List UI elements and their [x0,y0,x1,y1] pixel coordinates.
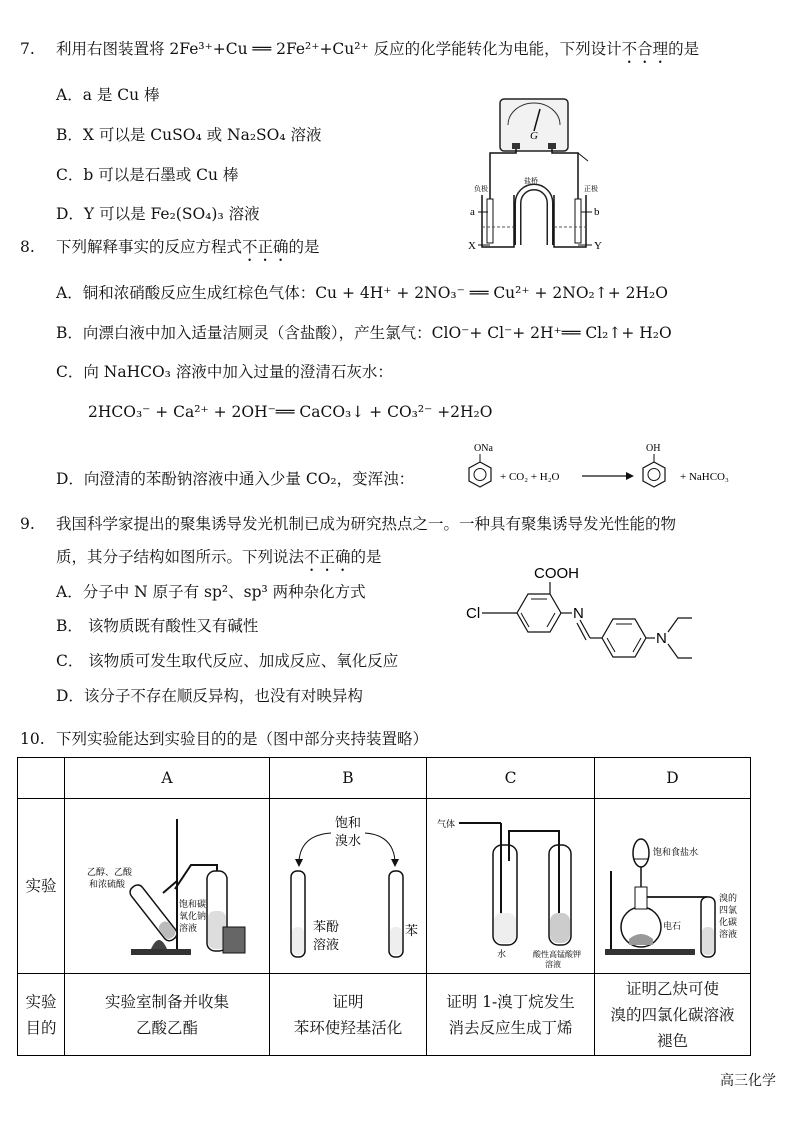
goal-cell-c [427,974,595,1056]
figure-cell-a [65,799,270,974]
q9-option-c: C． 该物质可发生取代反应、加成反应、氧化反应 [56,652,399,670]
gas-label: 气体 [436,820,455,830]
q9-number: 9. [20,515,35,533]
q7-option-c: C．b 可以是石墨或 Cu 棒 [56,166,239,184]
goal-d-line2: 溴的四氯化碳溶液 [610,1005,735,1024]
benzene-label: 苯 [405,924,419,939]
amine-n-label: N [656,630,667,647]
product-label: + NaHCO₃ [680,471,729,483]
q8-stem-end: 的是 [288,238,320,256]
q9-stem-end: 的是 [350,548,382,566]
solution-label-4: 溶液 [718,930,737,940]
imine-n-label: N [573,605,584,622]
goal-c-line2: 消去反应生成丁烯 [448,1018,573,1037]
q9-option-a: A．分子中 N 原子有 sp²、sp³ 两种杂化方式 [56,583,366,601]
q7-number: 7. [20,40,35,58]
permanganate-label-1: 酸性高锰酸钾 [532,950,581,959]
q9-stem-text: 质，其分子结构如图所示。下列说法 [56,548,305,566]
experiment-table [17,757,751,1056]
reagent-label-2: 和浓硫酸 [89,880,126,890]
q9-option-d: D．该分子不存在顺反异构，也没有对映异构 [56,687,363,705]
electrode-a-label: a [470,206,475,218]
positive-electrode-label: 正极 [584,185,598,193]
q9-stem-emphasis: 不正确 [304,548,351,566]
galvanometer-icon [500,99,568,151]
dropping-funnel-icon [633,839,649,867]
water-label: 水 [496,950,506,960]
permanganate-label-2: 溶液 [544,960,561,969]
negative-electrode-label: 负极 [474,185,488,193]
header-cell-b: B [270,758,427,799]
q8-option-d: D．向澄清的苯酚钠溶液中通入少量 CO₂，变浑浊： [56,470,415,488]
arrow-icon [626,472,634,480]
receiver-label-2: 氧化钠 [179,912,207,922]
goal-d-line3: 褪色 [656,1031,688,1050]
figure-cell-c [427,799,595,974]
solution-y-label: Y [594,240,602,252]
galvanic-cell-figure [460,95,610,255]
salt-bridge-label: 盐桥 [524,177,538,185]
q10-number: 10. [20,730,45,748]
table-header-row [18,758,751,799]
bromine-label-1: 饱和 [335,816,362,831]
page-footer: 高三化学 [720,1073,776,1089]
goal-a-line1: 实验室制备并收集 [104,992,229,1011]
q8-number: 8. [20,238,35,256]
header-cell-d: D [595,758,751,799]
q7-stem-end: 的是 [668,40,700,58]
phenol-label-1: 苯酚 [313,920,340,935]
row-label-experiment: 实验 [18,799,65,974]
q10-stem: 下列实验能达到实验目的的是（图中部分夹持装置略） [56,730,429,748]
acetylene-apparatus [597,801,749,971]
header-cell-empty [18,758,65,799]
ring-1-icon [517,594,561,632]
goal-cell-b [270,974,427,1056]
bromine-label-2: 溴水 [335,834,362,849]
bromine-water-apparatus [273,801,423,971]
esterification-apparatus [67,801,267,971]
q7-stem-text: 利用右图装置将 2Fe³⁺+Cu ══ 2Fe²⁺+Cu²⁺ 反应的化学能转化为电能，下列设计 [56,40,622,58]
table-row-experiment [18,799,751,974]
header-cell-c: C [427,758,595,799]
ona-label: ONa [474,443,493,454]
cooh-label: COOH [534,565,579,582]
q8-stem-emphasis: 不正确 [242,238,289,256]
solution-label-2: 四氯 [718,906,737,916]
flame-icon [151,940,167,949]
elimination-apparatus [431,801,591,971]
brine-label: 饱和食盐水 [652,848,698,858]
solution-label-1: 溴的 [718,894,737,904]
q7-stem-emphasis: 不合理 [621,40,669,58]
solution-label-3: 化碳 [718,918,737,928]
receiver-label-1: 饱和碳 [179,900,207,910]
q7-option-a: A．a 是 Cu 棒 [56,86,160,104]
goal-cell-a [65,974,270,1056]
q8-option-b: B．向漂白液中加入适量洁厕灵（含盐酸），产生氯气：ClO⁻+ Cl⁻+ 2H⁺══ Cl₂↑+ H₂O [56,324,672,342]
goal-b-line2: 苯环使羟基活化 [293,1018,403,1037]
goal-cell-d [595,974,751,1056]
ring-2-icon [602,619,646,657]
reactants-label: + CO₂ + H₂O [500,471,560,483]
row-label-goal: 实验目的 [18,974,65,1056]
receiver-label-3: 溶液 [179,924,198,934]
header-cell-a: A [65,758,270,799]
q8-option-a: A．铜和浓硝酸反应生成红棕色气体：Cu + 4H⁺ + 2NO₃⁻ ══ Cu²⁺ + 2NO₂↑+ 2H₂O [56,284,668,302]
q9-stem-line1: 我国科学家提出的聚集诱导发光机制已成为研究热点之一。一种具有聚集诱导发光性能的物 [56,515,677,533]
q7-option-d: D．Y 可以是 Fe₂(SO₄)₃ 溶液 [56,205,260,223]
meter-label: G [530,130,538,142]
goal-c-line1: 证明 1-溴丁烷发生 [446,992,575,1011]
molecule-structure [462,560,702,672]
oh-label: OH [646,443,661,454]
q8-stem [56,237,320,265]
q7-option-b: B．X 可以是 CuSO₄ 或 Na₂SO₄ 溶液 [56,126,322,144]
benzene-ring-icon [643,462,665,487]
electrode-b-label: b [594,206,600,218]
q8-option-c-equation: 2HCO₃⁻ + Ca²⁺ + 2OH⁻══ CaCO₃↓ + CO₃²⁻ +2H₂O [88,403,493,421]
q7-stem [56,39,699,67]
q9-option-b: B． 该物质既有酸性又有碱性 [56,617,259,635]
cl-label: Cl [466,605,481,622]
carbide-label: 电石 [662,922,681,932]
goal-b-line1: 证明 [332,992,364,1011]
q8-stem-text: 下列解释事实的反应方程式 [56,238,243,256]
solution-x-label: X [468,240,476,252]
table-row-goal [18,974,751,1056]
figure-cell-d [595,799,751,974]
benzene-ring-icon [469,462,491,487]
reagent-label-1: 乙醇、乙酸 [87,868,133,878]
goal-a-line2: 乙酸乙酯 [135,1018,198,1037]
phenoxide-equation [460,440,760,496]
figure-cell-b [270,799,427,974]
goal-d-line1: 证明乙炔可使 [625,979,719,998]
q9-stem-line2 [56,547,382,575]
phenol-label-2: 溶液 [313,938,340,953]
q8-option-c: C．向 NaHCO₃ 溶液中加入过量的澄清石灰水： [56,363,393,381]
